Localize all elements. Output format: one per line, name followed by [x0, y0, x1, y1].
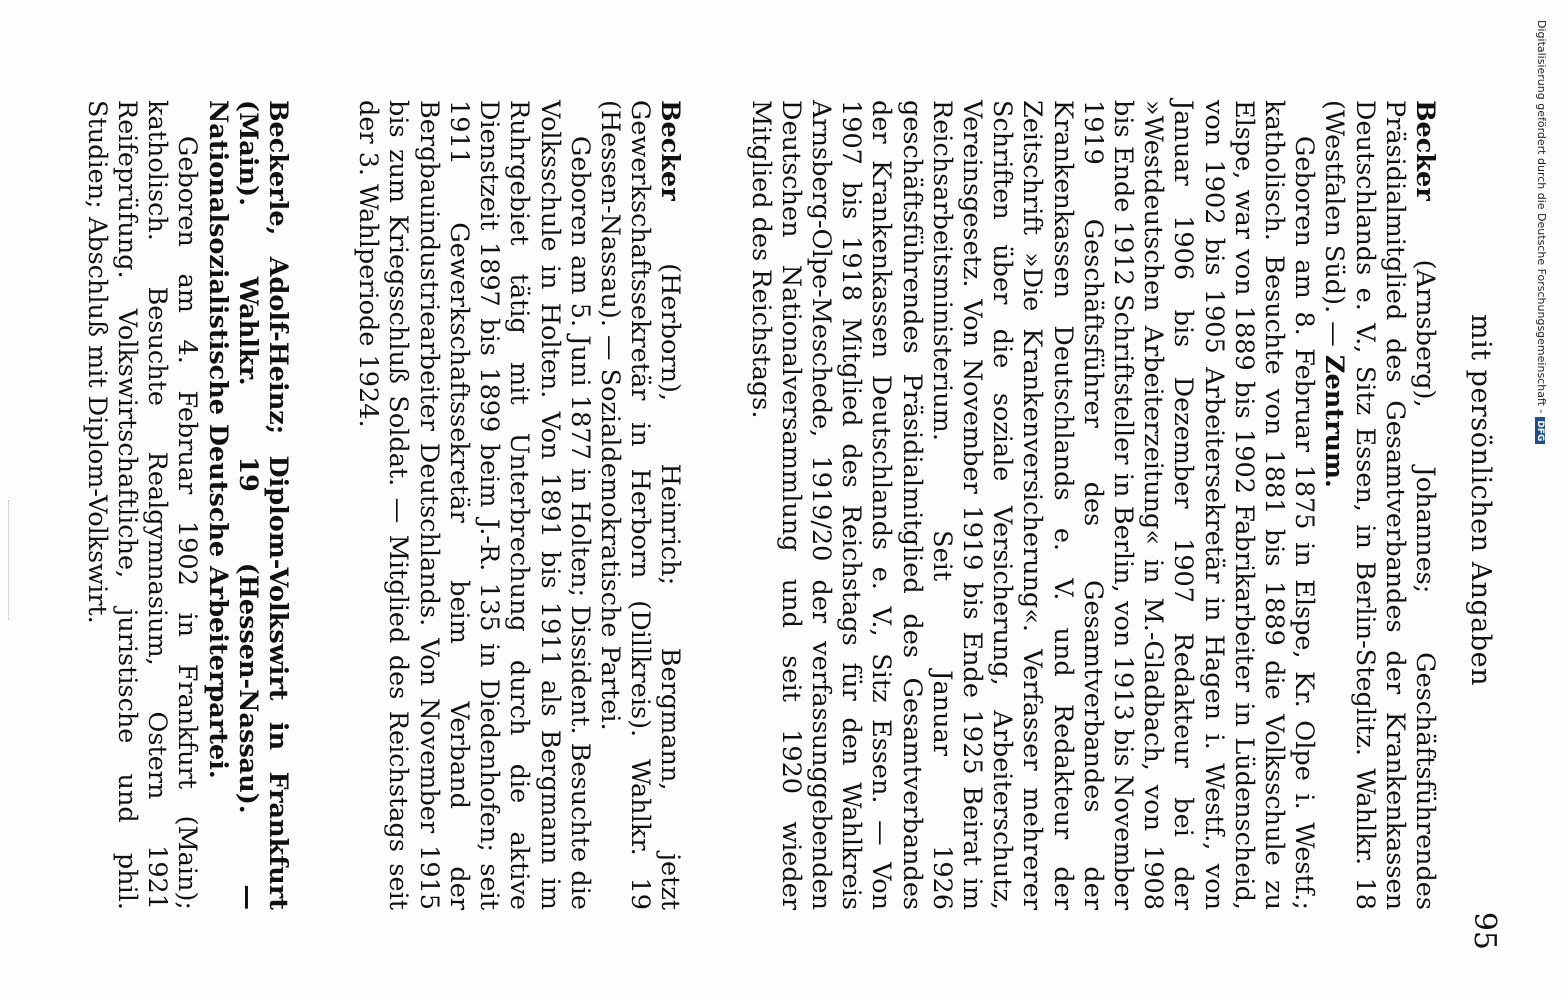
entry-heading-paragraph — [202, 100, 293, 910]
entry-summary: (Arnsberg), Johannes; Geschäftsführendes Präsidialmitglied des Gesamtverbandes der Krankenkassen Deutschlands e. V., Sitz Essen, in Berlin-Steglitz. Wahlkr. 18 (Westfalen Süd). — — [1319, 100, 1440, 910]
entry-name: Beckerle, — [263, 100, 294, 236]
running-head: mit persönlichen Angaben — [1465, 314, 1496, 686]
entry-biography: Geboren am 4. Februar 1902 in Frankfurt (Main); katholisch. Besuchte Realgymnasium, Ostern 1921 Reifeprüfung. Volkswirtschaftliche, juristische und phil. Studien; Abschluß mit Diplom-Volkswirt. — [81, 100, 203, 910]
page-number: 95 — [1467, 911, 1502, 950]
biography-entry — [745, 100, 1440, 910]
entry-heading-paragraph — [595, 100, 686, 910]
entry-heading-paragraph — [1319, 100, 1440, 910]
entry-biography: Geboren am 5. Juni 1877 in Holten; Dissident. Besuchte die Volksschule in Holten. Von 1891 bis 1911 als Bergmann im Ruhrgebiet tätig mit Unterbrechung durch die aktive Dienstzeit 1897 bis 1899 beim J.-R. 135 in Diedenhofen; seit 1911 Gewerkschaftssekretär beim Verband der Bergbauindustriearbeiter Deutschlands. Von November 1915 bis zum Kriegsschluß Soldat. — Mitglied des Reichstags seit der 3. Wahlperiode 1924. — [353, 100, 595, 910]
entry-biography: Geboren am 8. Februar 1875 in Elspe, Kr. Olpe i. Westf.; katholisch. Besuchte von 1881 bis 1889 die Volksschule zu Elspe, war von 1889 bis 1902 Fabrikarbeiter in Lüdenscheid, von 1902 bis 1905 Arbeitersekretär in Hagen i. Westf., von Januar 1906 bis Dezember 1907 Redakteur bei der »Westdeutschen Arbeiterzeitung« in M.-Gladbach, von 1908 bis Ende 1912 Schriftsteller in Berlin, von 1913 bis November 1919 Geschäftsführer des Gesamtverbandes der Krankenkassen Deutschlands e. V. und Redakteur der Zeitschrift »Die Krankenversicherung«. Verfasser mehrerer Schriften über die soziale Versicherung, Arbeiterschutz, Vereinsgesetz. Von November 1919 bis Ende 1925 Beirat im Reichsarbeitsministerium. Seit Januar 1926 geschäftsführendes Präsidialmitglied des Gesamtverbandes der Krankenkassen Deutschlands e. V., Sitz Essen. — Von 1907 bis 1918 Mitglied des Reichstags für den Wahlkreis Arnsberg-Olpe-Meschede, 1919/20 der verfassunggebenden Deutschen Nationalversammlung und seit 1920 wieder Mitglied des Reichstags. — [745, 100, 1320, 910]
digitization-note-text: Digitalisierung gefördert durch die Deutsche Forschungsgemeinschaft - — [1535, 20, 1548, 414]
entry-name: Becker — [655, 100, 686, 201]
scan-edge-marks — [8, 500, 12, 620]
text-column — [82, 20, 1440, 980]
entry-name: Becker — [1410, 100, 1440, 201]
entry-summary: Adolf-Heinz; Diplom-Volkswirt in Frankfurt (Main). Wahlkr. 19 (Hessen-Nassau). — Nationalsozialistische Deutsche Arbeiterpartei. — [202, 100, 294, 910]
rotated-page-content — [40, 20, 1510, 980]
dfg-logo: DFG — [1535, 417, 1545, 444]
digitization-note — [1535, 20, 1548, 980]
entry-summary: (Herborn), Heinrich; Bergmann, jetzt Gewerkschaftssekretär in Herborn (Dillkreis). Wahlkr. 19 (Hessen-Nassau). — Sozialdemokratische Partei. — [594, 100, 686, 910]
biography-entry — [353, 100, 685, 910]
page-header — [1440, 20, 1510, 980]
entry-party: Zentrum. — [1319, 354, 1350, 488]
biography-entry — [82, 100, 293, 910]
